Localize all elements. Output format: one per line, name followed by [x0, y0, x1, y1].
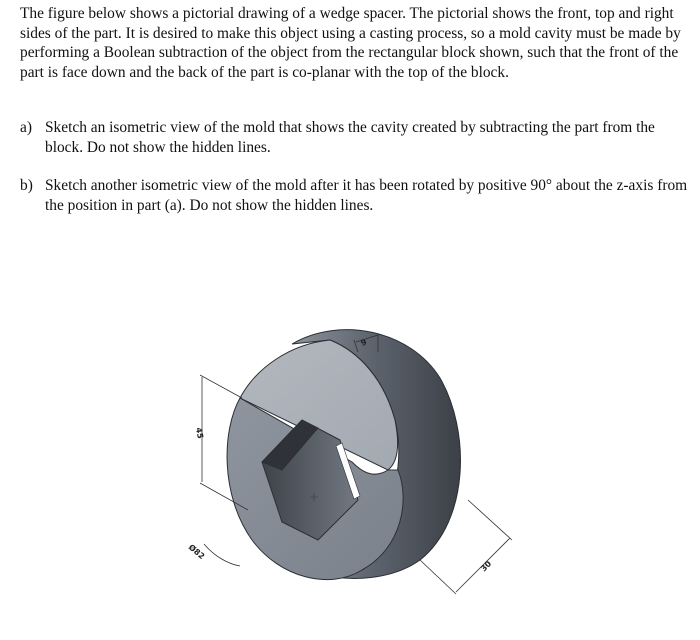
diameter-dimension-label: Ø82 — [186, 542, 207, 562]
diameter-leader — [204, 544, 240, 566]
question-a-text: Sketch an isometric view of the mold that shows the cavity created by subtracting the part from the block. Do not show the hidden lines. — [45, 119, 655, 156]
question-b-marker: b) — [20, 177, 33, 194]
height-dimension-label: 45 — [194, 426, 205, 440]
question-b-text: Sketch another isometric view of the mold after it has been rotated by positive 90° about the z-axis from the position in part (a). Do not show the hidden lines. — [45, 177, 688, 214]
intro-paragraph: The figure below shows a pictorial drawing of a wedge spacer. The pictorial shows the front, top and right sides of the part. It is desired to make this object using a casting process, so a mold cavity must be made by performing a Boolean subtraction of the object from the rectangular block shown, such that the front of the part is face down and the back of the part is co-planar with the top of the block. — [20, 5, 681, 81]
depth-dimension-label: 30 — [479, 559, 494, 574]
question-a-marker: a) — [20, 119, 32, 136]
top-dimension-label: 9 — [359, 337, 368, 348]
